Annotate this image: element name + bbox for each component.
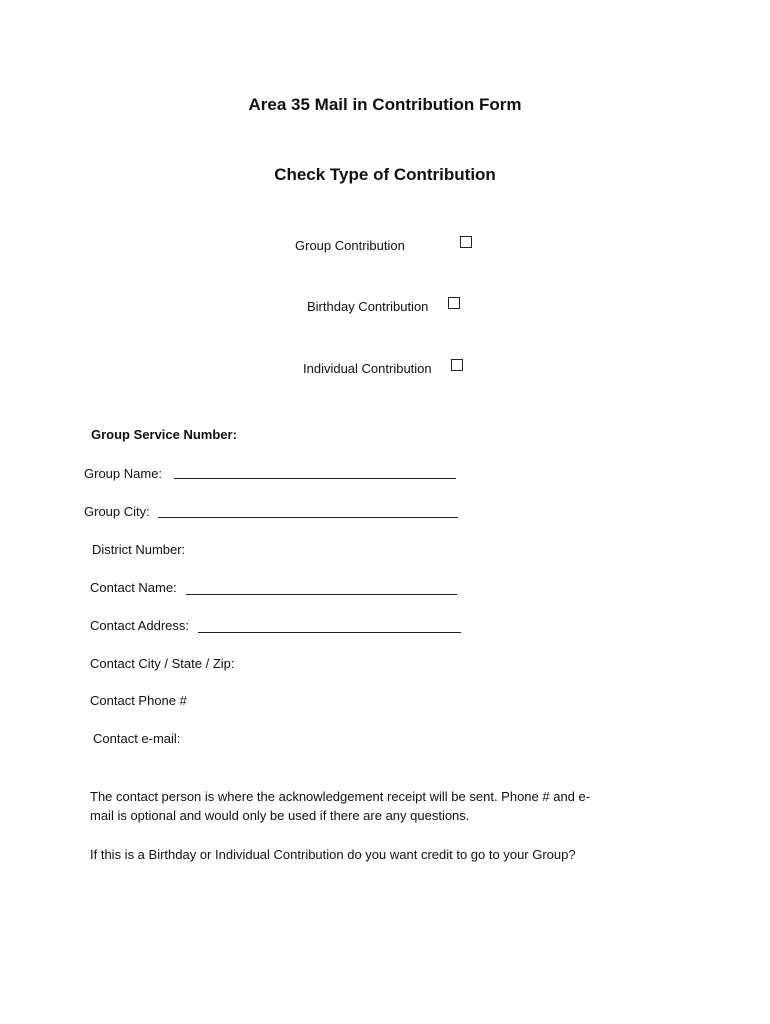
birthday-contribution-label: Birthday Contribution (307, 299, 429, 314)
contact-city-state-zip-label: Contact City / State / Zip: (90, 656, 235, 671)
group-service-number-label: Group Service Number: (91, 427, 237, 442)
individual-contribution-label: Individual Contribution (303, 361, 432, 376)
contact-phone-label: Contact Phone # (90, 693, 187, 708)
group-contribution-label: Group Contribution (295, 238, 405, 253)
contact-email-label: Contact e-mail: (93, 731, 181, 746)
individual-contribution-checkbox[interactable] (451, 359, 463, 371)
contact-name-field[interactable] (186, 594, 457, 595)
form-title: Area 35 Mail in Contribution Form (248, 95, 522, 114)
group-city-label: Group City: (84, 504, 150, 519)
contact-name-label: Contact Name: (90, 580, 177, 595)
contact-address-label: Contact Address: (90, 618, 189, 633)
contact-address-field[interactable] (198, 632, 461, 633)
district-number-label: District Number: (92, 542, 186, 557)
form-subtitle: Check Type of Contribution (274, 165, 496, 184)
contact-note: The contact person is where the acknowledgement receipt will be sent. Phone # and e-mail is optional and would only be used if there are any questions. (90, 789, 591, 823)
credit-question: If this is a Birthday or Individual Contribution do you want credit to go to your Group? (90, 847, 576, 862)
birthday-contribution-checkbox[interactable] (448, 297, 460, 309)
group-city-field[interactable] (158, 517, 458, 518)
group-contribution-checkbox[interactable] (460, 236, 472, 248)
group-name-field[interactable] (174, 478, 456, 479)
group-name-label: Group Name: (84, 466, 163, 481)
